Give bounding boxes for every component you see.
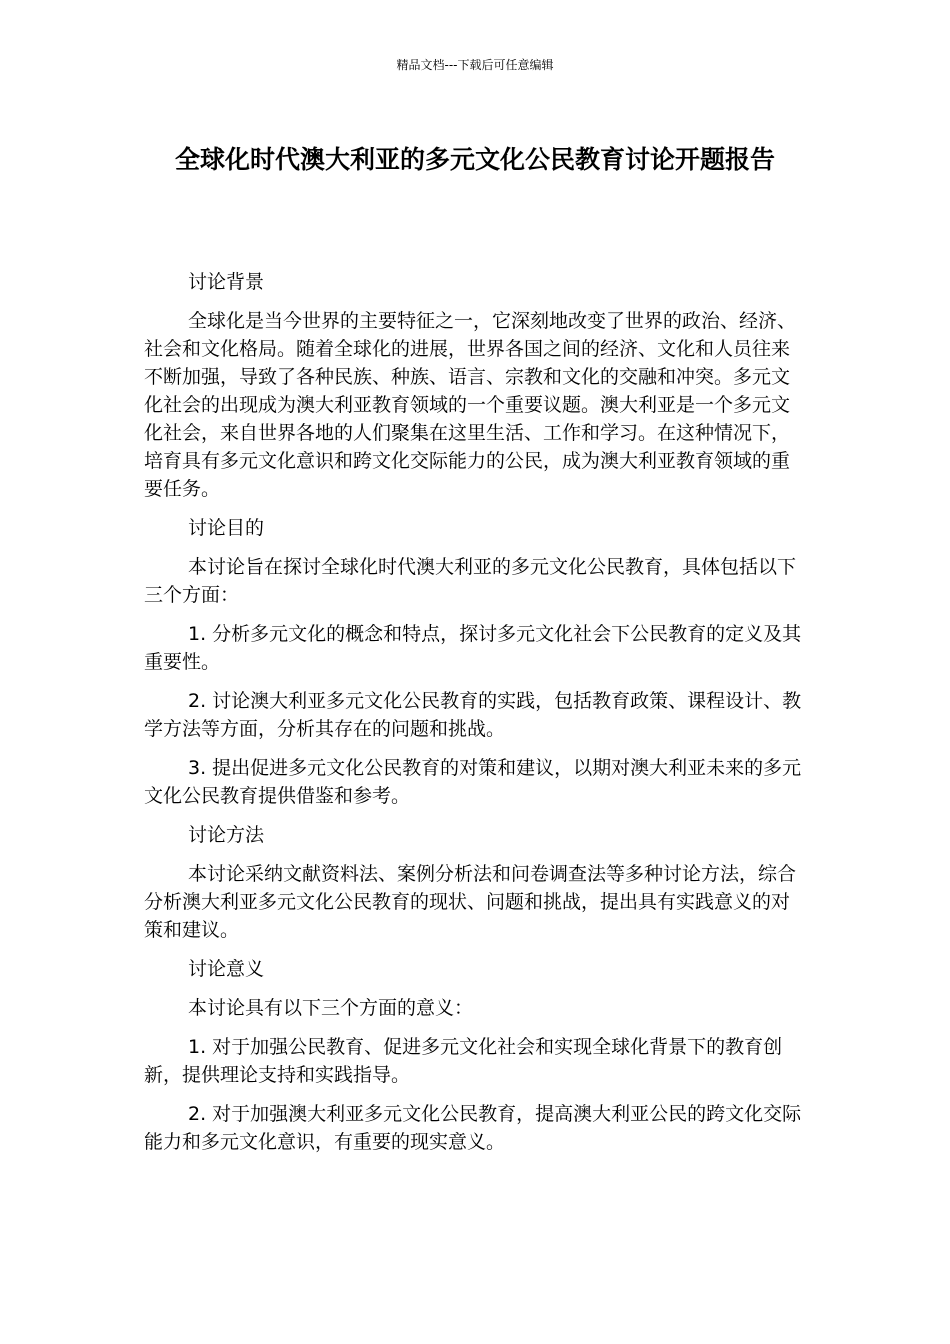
document-title: 全球化时代澳大利亚的多元文化公民教育讨论开题报告 bbox=[174, 145, 775, 174]
section-heading-significance: 讨论意义 bbox=[188, 958, 265, 980]
page-header: 精品文档---下载后可任意编辑 bbox=[396, 58, 554, 72]
document-body bbox=[144, 268, 806, 1167]
purpose-item: 1. 分析多元文化的概念和特点，探讨多元文化社会下公民教育的定义及其重要性。 bbox=[144, 623, 802, 673]
purpose-item: 2. 讨论澳大利亚多元文化公民教育的实践，包括教育政策、课程设计、教学方法等方面，分析其存在的问题和挑战。 bbox=[144, 690, 802, 740]
method-paragraph: 本讨论采纳文献资料法、案例分析法和问卷调查法等多种讨论方法，综合分析澳大利亚多元文化公民教育的现状、问题和挑战，提出具有实践意义的对策和建议。 bbox=[144, 863, 797, 941]
background-paragraph: 全球化是当今世界的主要特征之一，它深刻地改变了世界的政治、经济、社会和文化格局。随着全球化的进展，世界各国之间的经济、文化和人员往来不断加强，导致了各种民族、种族、语言、宗教和文化的交融和冲突。多元文化社会的出现成为澳大利亚教育领域的一个重要议题。澳大利亚是一个多元文化社会，来自世界各地的人们聚集在这里生活、工作和学习。在这种情况下，培育具有多元文化意识和跨文化交际能力的公民，成为澳大利亚教育领域的重要任务。 bbox=[144, 310, 797, 500]
section-heading-purpose: 讨论目的 bbox=[188, 517, 265, 539]
significance-item: 1. 对于加强公民教育、促进多元文化社会和实现全球化背景下的教育创新，提供理论支持和实践指导。 bbox=[144, 1036, 783, 1086]
section-heading-background: 讨论背景 bbox=[188, 271, 265, 293]
purpose-item: 3. 提出促进多元文化公民教育的对策和建议，以期对澳大利亚未来的多元文化公民教育提供借鉴和参考。 bbox=[144, 757, 802, 807]
purpose-intro: 本讨论旨在探讨全球化时代澳大利亚的多元文化公民教育，具体包括以下三个方面： bbox=[144, 556, 797, 606]
significance-item: 2. 对于加强澳大利亚多元文化公民教育，提高澳大利亚公民的跨文化交际能力和多元文化意识，有重要的现实意义。 bbox=[144, 1103, 802, 1153]
section-heading-method: 讨论方法 bbox=[188, 824, 265, 846]
significance-intro: 本讨论具有以下三个方面的意义： bbox=[188, 997, 474, 1019]
